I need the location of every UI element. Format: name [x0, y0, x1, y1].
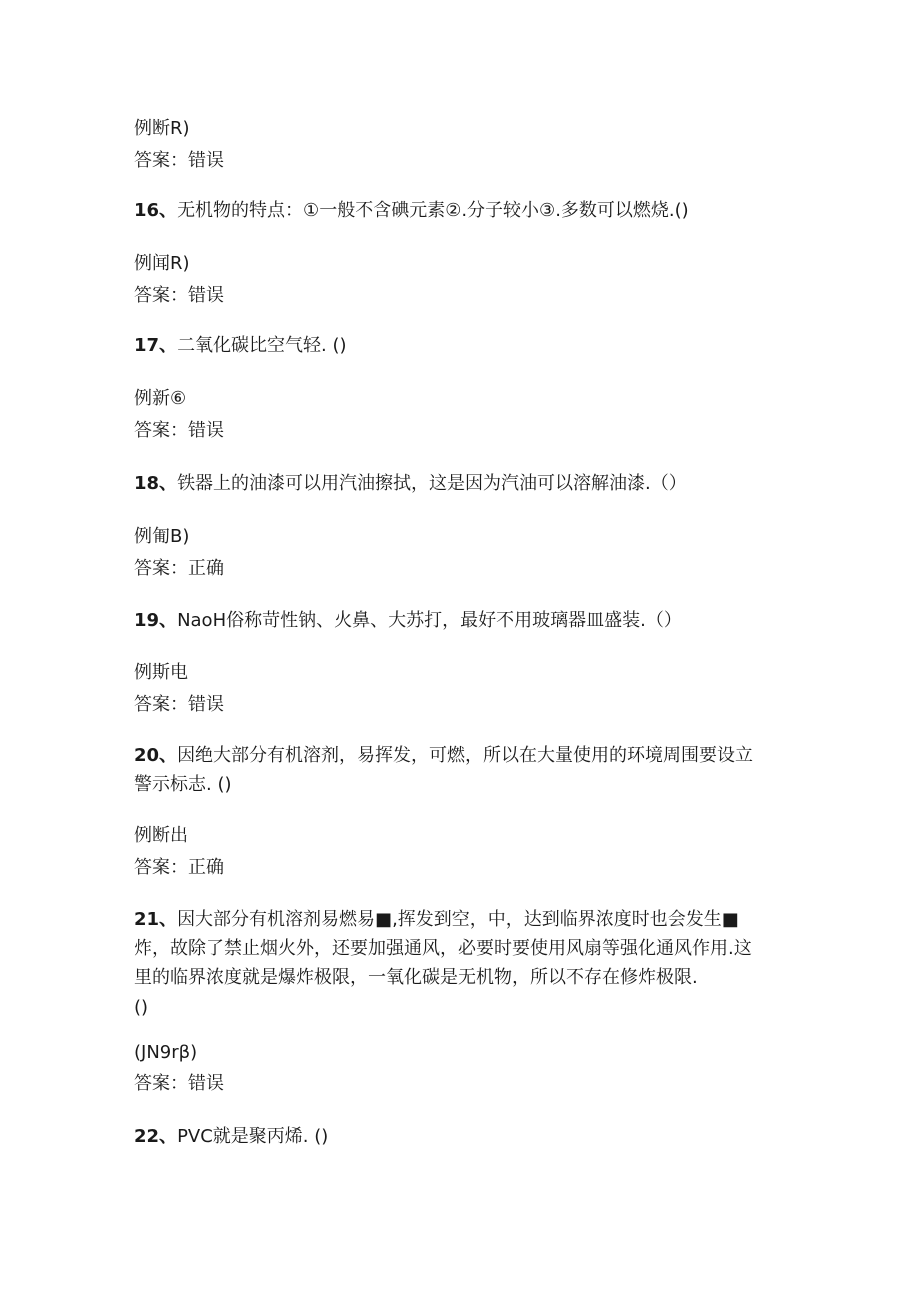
question-text-22: PVC就是聚丙烯. (): [177, 1126, 329, 1147]
judge-mark-16: 例闻R): [134, 253, 190, 274]
question-22: [134, 1125, 328, 1149]
question-19: [134, 609, 682, 633]
question-text-21-line-2: 炸，故除了禁止烟火外，还要加强通风，必要时要使用风扇等强化通风作用.这: [134, 938, 752, 959]
question-17: [134, 334, 347, 358]
answer-21: 答案：错误: [134, 1073, 224, 1094]
question-text-21-line-1: 因大部分有机溶剂易燃易■,挥发到空，中，达到临界浓度时也会发生■: [177, 909, 739, 930]
question-text-20-line-2: 警示标志. (): [134, 774, 232, 795]
question-20-line-1: [134, 744, 753, 768]
question-number-18: 18、: [134, 473, 178, 494]
question-number-16: 16、: [134, 200, 178, 221]
question-18: [134, 472, 687, 496]
answer-19: 答案：错误: [134, 694, 224, 715]
judge-mark-18: 例匍B): [134, 526, 190, 547]
judge-mark-20: 例断出: [134, 825, 188, 846]
question-text-21-line-3: 里的临界浓度就是爆炸极限，一氧化碳是无机物，所以不存在修炸极限.: [134, 967, 698, 988]
question-text-20-line-1: 因绝大部分有机溶剂，易挥发，可燃，所以在大量使用的环境周围要设立: [177, 745, 754, 766]
question-text-16: 无机物的特点：①一般不含碘元素②.分子较小③.多数可以燃烧.(): [177, 200, 689, 221]
judge-mark-15: 例断R): [134, 118, 190, 139]
question-number-17: 17、: [134, 335, 178, 356]
answer-15: 答案：错误: [134, 150, 224, 171]
question-text-18: 铁器上的油漆可以用汽油擦拭，这是因为汽油可以溶解油漆.（）: [177, 473, 687, 494]
answer-20: 答案：正确: [134, 857, 224, 878]
question-text-21-line-4: (): [134, 997, 149, 1018]
question-16: [134, 199, 689, 223]
answer-17: 答案：错误: [134, 420, 224, 441]
question-text-17: 二氧化碳比空气轻. (): [177, 335, 347, 356]
answer-16: 答案：错误: [134, 285, 224, 306]
question-number-19: 19、: [134, 610, 178, 631]
judge-mark-19: 例斯电: [134, 662, 188, 683]
question-text-19: NaoH俗称苛性钠、火鼻、大苏打，最好不用玻璃器皿盛装.（）: [177, 610, 682, 631]
question-21-line-1: [134, 908, 739, 932]
question-number-21: 21、: [134, 909, 178, 930]
question-number-20: 20、: [134, 745, 178, 766]
judge-mark-17: 例新⑥: [134, 388, 187, 409]
question-number-22: 22、: [134, 1126, 178, 1147]
judge-mark-21: (JN9rβ): [134, 1042, 198, 1063]
answer-18: 答案：正确: [134, 558, 224, 579]
